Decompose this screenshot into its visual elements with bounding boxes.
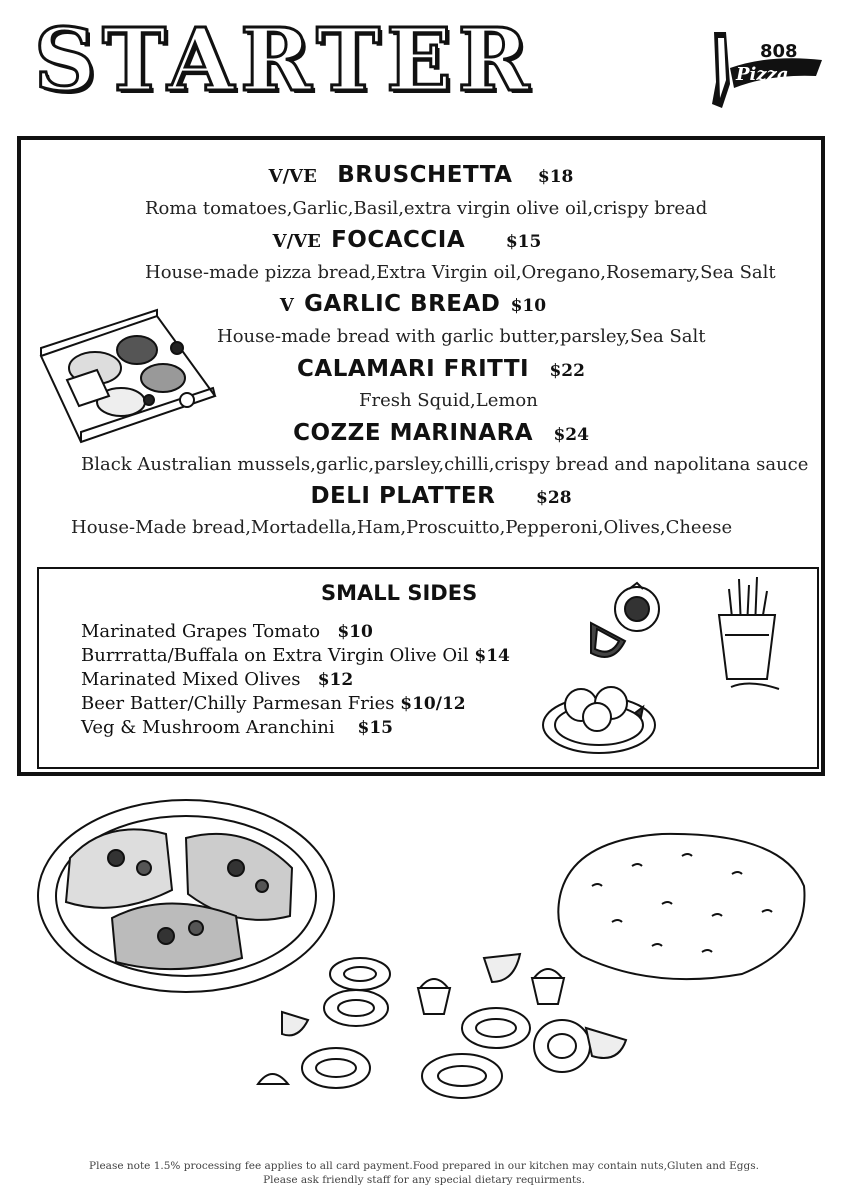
item-price: $24	[553, 425, 589, 445]
item-price: $22	[549, 361, 585, 381]
menu-item-focaccia	[7, 227, 807, 253]
item-name: DELI PLATTER	[310, 483, 496, 509]
diet-tag: V	[279, 295, 294, 316]
item-description: House-made pizza bread,Extra Virgin oil,Oregano,Rosemary,Sea Salt	[145, 262, 776, 283]
item-description: Roma tomatoes,Garlic,Basil,extra virgin olive oil,crispy bread	[145, 198, 708, 219]
item-description: Black Australian mussels,garlic,parsley,chilli,crispy bread and napolitana sauce	[81, 454, 809, 475]
side-item	[81, 717, 393, 738]
side-price: $14	[474, 646, 510, 666]
side-price: $12	[317, 670, 354, 690]
side-item	[81, 693, 466, 714]
side-name: Burrratta/Buffala on Extra Virgin Olive Oil	[81, 645, 469, 666]
item-name: COZZE MARINARA	[293, 420, 534, 446]
item-name: FOCACCIA	[331, 227, 466, 253]
side-name: Marinated Mixed Olives	[81, 669, 301, 690]
item-name: CALAMARI FRITTI	[297, 356, 530, 382]
side-price: $10	[337, 622, 373, 642]
small-sides-box	[37, 567, 819, 769]
item-name: BRUSCHETTA	[337, 162, 513, 188]
footer-notice: Please note 1.5% processing fee applies to all card payment.Food prepared in our kitchen may contain nuts,Gluten and Eggs.	[89, 1160, 759, 1172]
fries-illustration	[709, 575, 789, 699]
side-item	[81, 669, 353, 690]
diet-tag: V/VE	[268, 166, 317, 187]
item-description: House-made bread with garlic butter,parsley,Sea Salt	[217, 326, 706, 347]
side-name: Marinated Grapes Tomato	[81, 621, 321, 642]
tomato-illustration	[585, 579, 665, 673]
item-description: Fresh Squid,Lemon	[359, 390, 538, 411]
menu-item-bruschetta	[21, 162, 821, 188]
arancini-illustration	[539, 669, 659, 761]
item-description: House-Made bread,Mortadella,Ham,Proscuitto,Pepperoni,Olives,Cheese	[71, 517, 733, 538]
pizza-logo	[700, 24, 830, 114]
side-name: Veg & Mushroom Aranchini	[81, 717, 335, 738]
small-sides-title: SMALL SIDES	[321, 581, 478, 605]
diet-tag: V/VE	[272, 231, 321, 252]
platter-illustration	[37, 308, 219, 448]
logo-number: 808	[760, 41, 798, 62]
logo-word: Pizza	[736, 64, 789, 85]
starter-menu-box	[17, 136, 825, 776]
side-item	[81, 621, 373, 642]
calamari-illustration	[252, 948, 632, 1108]
page-title: STARTER	[34, 10, 536, 111]
side-name: Beer Batter/Chilly Parmesan Fries	[81, 693, 395, 714]
item-price: $15	[505, 232, 542, 252]
side-price: $15	[357, 718, 394, 738]
menu-item-deli-platter	[41, 483, 841, 509]
item-price: $28	[536, 488, 572, 508]
footer-dietary-note: Please ask friendly staff for any special dietary requirments.	[263, 1174, 585, 1186]
item-name: GARLIC BREAD	[304, 291, 501, 317]
item-price: $18	[537, 167, 574, 187]
item-price: $10	[510, 296, 547, 316]
side-item	[81, 645, 510, 666]
side-price: $10/12	[400, 694, 466, 714]
